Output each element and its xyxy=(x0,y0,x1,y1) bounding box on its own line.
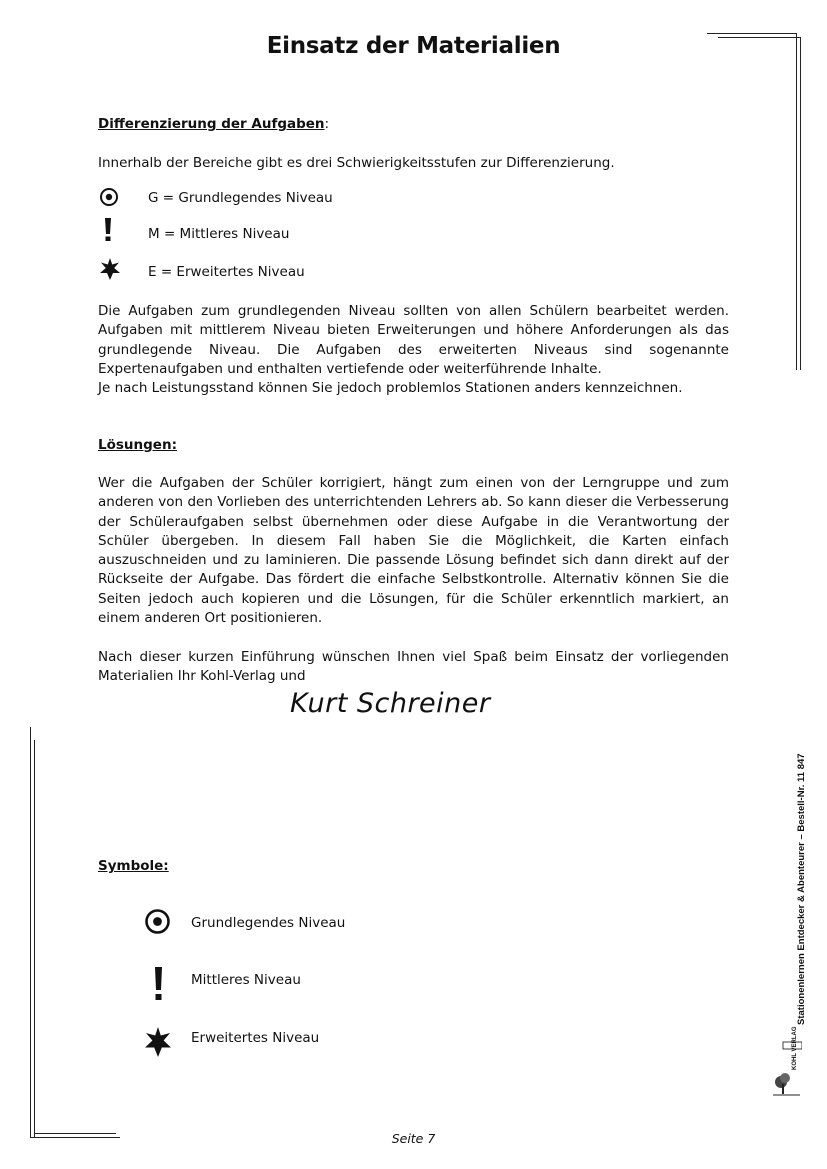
level-mittleres-text: M = Mittleres Niveau xyxy=(148,226,290,242)
star-icon xyxy=(99,258,121,280)
exclamation-icon xyxy=(150,966,167,1002)
symbol-mittleres-text: Mittleres Niveau xyxy=(191,972,301,988)
frame-left-vertical-2 xyxy=(34,740,35,1138)
publisher-logo-text: KOHL VERLAG xyxy=(792,1026,798,1070)
side-series-label: Stationenlernen Entdecker & Abenteurer – Bestell-Nr. 11 847 xyxy=(796,753,807,1025)
frame-left-vertical xyxy=(30,727,31,1138)
symbole-heading-text: Symbole: xyxy=(98,858,169,874)
closing-text: Nach dieser kurzen Einführung wünschen Ihnen viel Spaß beim Einsatz der vorliegenden Materialien Ihr Kohl-Verlag und xyxy=(98,649,729,685)
differenzierung-heading-text: Differenzierung der Aufgaben xyxy=(98,116,325,132)
loesungen-heading xyxy=(98,437,177,453)
star-icon xyxy=(144,1027,172,1057)
frame-right-vertical-2 xyxy=(800,37,801,370)
target-circle-icon xyxy=(99,187,119,207)
frame-right-vertical xyxy=(796,33,797,370)
differenzierung-body-2: Je nach Leistungsstand können Sie jedoch problemlos Stationen anders kennzeichnen. xyxy=(98,380,683,396)
differenzierung-body: Die Aufgaben zum grundlegenden Niveau sollten von allen Schülern bearbeitet werden. Aufgaben mit mittlerem Niveau bieten Erweiterungen und höhere Anforderungen als das grundlegende Niveau. Die Aufgaben des erweiterten Niveaus sind sogenannte Expertenaufgaben und enthalten vertiefende oder weiterführende Inhalte. xyxy=(98,303,729,377)
symbol-grundlegend-text: Grundlegendes Niveau xyxy=(191,915,346,931)
page-title: Einsatz der Materialien xyxy=(266,33,561,59)
exclamation-icon xyxy=(100,217,116,243)
loesungen-body: Wer die Aufgaben der Schüler korrigiert, hängt zum einen von der Lerngruppe und zum anderen von den Vorlieben des unterrichtenden Lehrers ab. So kann dieser die Verbesserung der Schüleraufgaben selbst übernehmen oder diese Aufgabe in die Verantwortung der Schüler übergeben. In diesem Fall haben Sie die Möglichkeit, die Karten einfach auszuschneiden und zu laminieren. Die passende Lösung befindet sich dann direkt auf der Rückseite der Aufgabe. Das fördert die einfache Selbstkontrolle. Alternativ können Sie die Seiten jedoch auch kopieren und die Lösungen, für die Schüler erkenntlich markiert, an einem anderen Ort positionieren. xyxy=(98,475,729,627)
differenzierung-heading xyxy=(98,116,329,132)
symbol-erweitertes-text: Erweitertes Niveau xyxy=(191,1030,320,1046)
symbole-heading xyxy=(98,858,169,874)
target-circle-icon xyxy=(144,908,171,935)
level-erweitertes-text: E = Erweitertes Niveau xyxy=(148,264,305,280)
page-number: Seite 7 xyxy=(391,1131,436,1146)
signature: Kurt Schreiner xyxy=(290,688,491,719)
differenzierung-intro: Innerhalb der Bereiche gibt es drei Schwierigkeitsstufen zur Differenzierung. xyxy=(98,155,615,171)
differenzierung-heading-colon: : xyxy=(324,116,330,132)
loesungen-heading-text: Lösungen: xyxy=(98,437,177,453)
level-grundlegend-text: G = Grundlegendes Niveau xyxy=(148,190,333,206)
